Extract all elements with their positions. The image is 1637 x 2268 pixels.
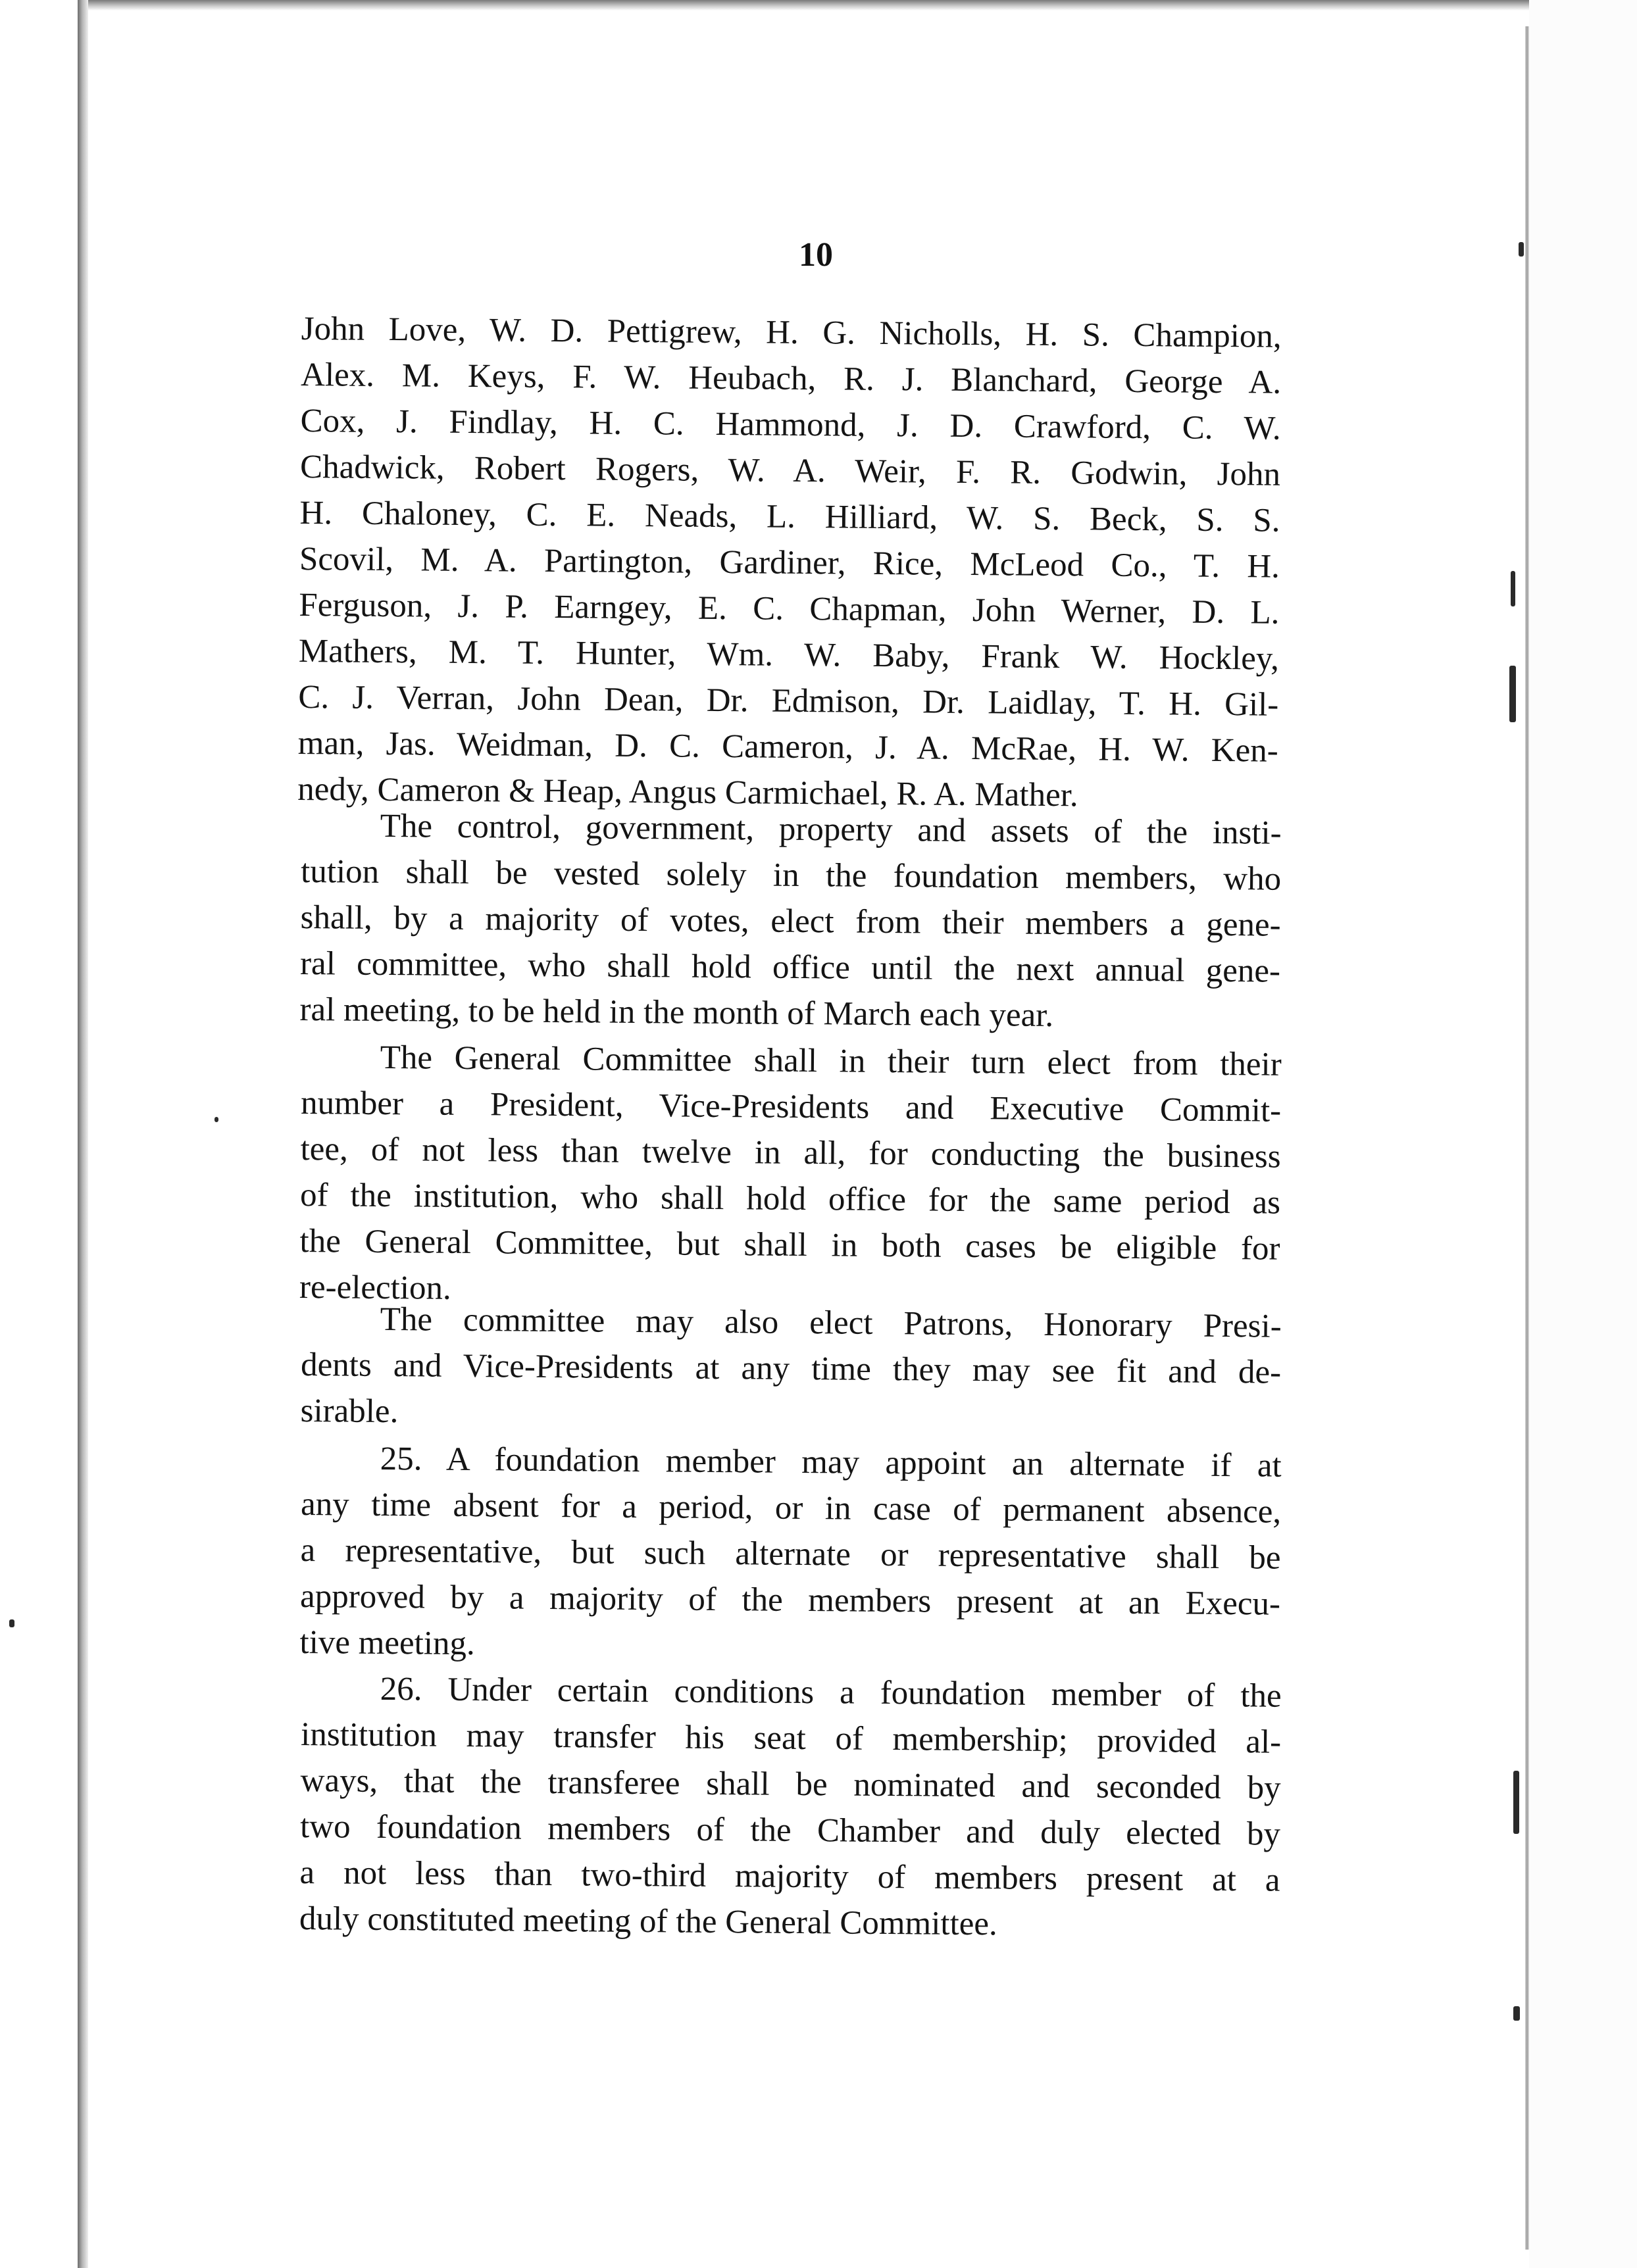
patrons-paragraph — [300, 1296, 1282, 1442]
text-line: tive meeting. — [299, 1623, 476, 1663]
page-number: 10 — [799, 236, 833, 274]
text-line: Mathers, M. T. Hunter, Wm. W. Baby, Frank W. Hockley, — [298, 632, 1280, 678]
scan-speck — [1511, 571, 1515, 606]
scan-top-edge — [78, 0, 1532, 11]
text-line: a representative, but such alternate or representative shall be — [300, 1531, 1281, 1577]
text-line: The General Committee shall in their turn elect from their — [380, 1039, 1282, 1083]
text-line: Scovil, M. A. Partington, Gardiner, Rice, McLeod Co., T. H. — [299, 540, 1280, 585]
text-line: ways, that the transferee shall be nominated and seconded by — [300, 1762, 1281, 1807]
scan-speck — [1513, 2006, 1520, 2021]
text-line: The committee may also elect Patrons, Honorary Presi- — [380, 1300, 1282, 1345]
text-line: 26. Under certain conditions a foundation member of the — [380, 1670, 1282, 1715]
text-line: re-election. — [299, 1268, 451, 1307]
text-line: tution shall be vested solely in the foundation members, who — [300, 852, 1282, 898]
text-line: any time absent for a period, or in case of permanent absence, — [300, 1485, 1282, 1531]
members-list-paragraph — [297, 306, 1282, 820]
scan-speck — [1513, 1771, 1519, 1834]
text-line: nedy, Cameron & Heap, Angus Carmichael, R. A. Mather. — [297, 770, 1078, 814]
text-line: C. J. Verran, John Dean, Dr. Edmison, Dr. Laidlay, T. H. Gil- — [298, 678, 1279, 724]
scan-speck — [214, 1117, 218, 1122]
text-line: Ferguson, J. P. Earngey, E. C. Chapman, John Werner, D. L. — [299, 586, 1280, 631]
text-line: dents and Vice-Presidents at any time they may see fit and de- — [300, 1346, 1282, 1391]
text-line: 25. A foundation member may appoint an alternate if at — [380, 1440, 1282, 1485]
general-committee-paragraph — [299, 1034, 1282, 1318]
text-line: two foundation members of the Chamber and duly elected by — [299, 1808, 1281, 1853]
text-line: ral committee, who shall hold office until the next annual gene- — [299, 945, 1281, 990]
text-line: number a President, Vice-Presidents and Executive Commit- — [300, 1084, 1282, 1129]
text-line: H. Chaloney, C. E. Neads, L. Hilliard, W. S. Beck, S. S. — [299, 494, 1280, 539]
text-line: tee, of not less than twelve in all, for conducting the business — [300, 1130, 1281, 1175]
text-line: of the institution, who shall hold office for the same period as — [299, 1176, 1281, 1221]
scan-speck — [1509, 666, 1516, 722]
text-line: the General Committee, but shall in both cases be eligible for — [299, 1222, 1280, 1268]
text-line: sirable. — [300, 1392, 399, 1431]
section-25-paragraph — [299, 1435, 1282, 1673]
text-line: a not less than two-third majority of members present at a — [299, 1854, 1280, 1899]
section-26-paragraph — [299, 1665, 1282, 1950]
scan-speck — [9, 1619, 14, 1627]
text-line: ral meeting, to be held in the month of March each year. — [299, 991, 1054, 1034]
control-paragraph — [299, 802, 1282, 1041]
scan-left-edge — [78, 0, 88, 2268]
text-line: approved by a majority of the members present at an Execu- — [299, 1577, 1281, 1623]
adjacent-page-margin — [1529, 0, 1637, 2268]
text-line: John Love, W. D. Pettigrew, H. G. Nicholls, H. S. Champion, — [301, 310, 1282, 355]
text-line: Cox, J. Findlay, H. C. Hammond, J. D. Crawford, C. W. — [300, 402, 1281, 447]
text-line: man, Jas. Weidman, D. C. Cameron, J. A. McRae, H. W. Ken- — [297, 724, 1278, 770]
text-line: Alex. M. Keys, F. W. Heubach, R. J. Blanchard, George A. — [300, 356, 1282, 401]
text-line: The control, government, property and assets of the insti- — [380, 807, 1282, 852]
scan-speck — [1519, 242, 1524, 257]
text-line: institution may transfer his seat of membership; provided al- — [300, 1715, 1282, 1761]
text-line: Chadwick, Robert Rogers, W. A. Weir, F. R. Godwin, John — [299, 448, 1281, 493]
text-line: shall, by a majority of votes, elect from their members a gene- — [300, 899, 1281, 944]
text-line: duly constituted meeting of the General Committee. — [299, 1900, 997, 1943]
